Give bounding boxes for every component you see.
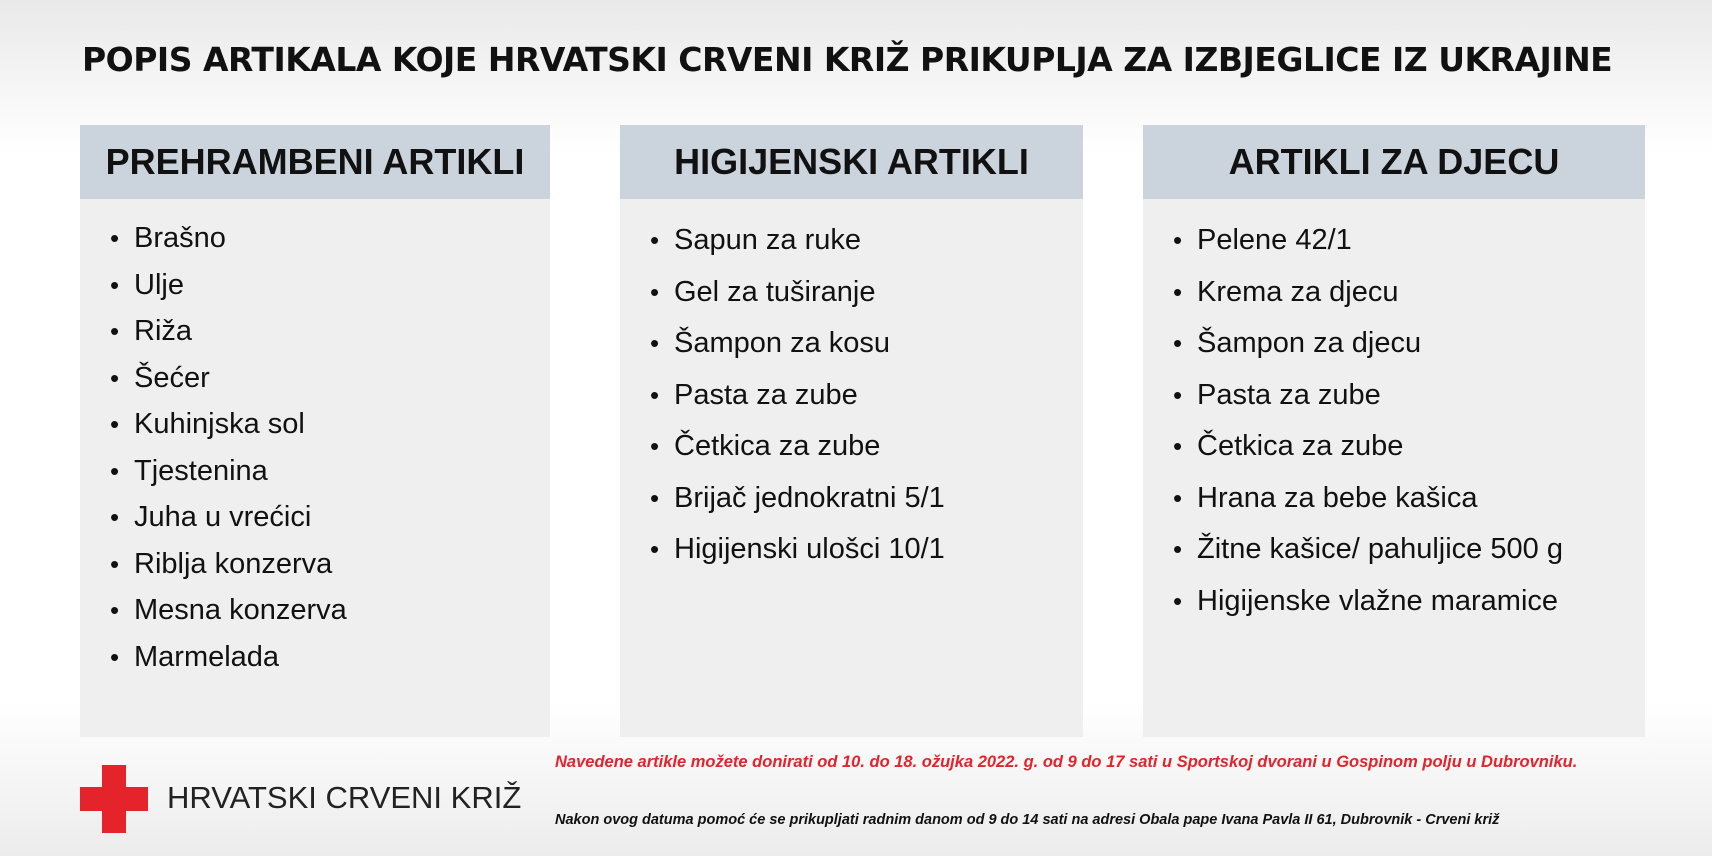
list-item: • Marmelada [80,634,550,681]
list-item: • Kuhinjska sol [80,401,550,448]
column-hygiene [620,125,1083,737]
list-item: • Tjestenina [80,448,550,495]
list-item: • Brijač jednokratni 5/1 [620,473,1083,525]
item-list [620,199,1083,576]
column-heading: ARTIKLI ZA DJECU [1143,125,1645,199]
item-list [1143,199,1645,627]
list-item: • Pelene 42/1 [1143,215,1645,267]
list-item: • Riblja konzerva [80,541,550,588]
list-item: • Riža [80,308,550,355]
list-item: • Sapun za ruke [620,215,1083,267]
list-item: • Higijenski ulošci 10/1 [620,524,1083,576]
list-item: • Šećer [80,355,550,402]
list-item: • Brašno [80,215,550,262]
list-item: • Pasta za zube [620,370,1083,422]
list-item: • Krema za djecu [1143,267,1645,319]
list-item: • Pasta za zube [1143,370,1645,422]
list-item: • Hrana za bebe kašica [1143,473,1645,525]
list-item: • Žitne kašice/ pahuljice 500 g [1143,524,1645,576]
column-heading: PREHRAMBENI ARTIKLI [80,125,550,199]
collection-notice: Nakon ovog datuma pomoć će se prikupljati radnim danom od 9 do 14 sati na adresi Obala pape Ivana Pavla II 61, Dubrovnik - Crveni križ [555,812,1500,828]
list-item: • Mesna konzerva [80,587,550,634]
list-item: • Četkica za zube [1143,421,1645,473]
column-children [1143,125,1645,737]
column-food [80,125,550,737]
list-item: • Četkica za zube [620,421,1083,473]
red-cross-icon [80,765,148,833]
list-item: • Šampon za kosu [620,318,1083,370]
organization-name: HRVATSKI CRVENI KRIŽ [167,780,522,815]
donation-notice: Navedene artikle možete donirati od 10. do 18. ožujka 2022. g. od 9 do 17 sati u Sportskoj dvorani u Gospinom polju u Dubrovniku. [555,753,1578,771]
list-item: • Higijenske vlažne maramice [1143,576,1645,628]
page-title: POPIS ARTIKALA KOJE HRVATSKI CRVENI KRIŽ PRIKUPLJA ZA IZBJEGLICE IZ UKRAJINE [82,40,1613,79]
list-item: • Ulje [80,262,550,309]
list-item: • Juha u vrećici [80,494,550,541]
item-list [80,199,550,680]
column-heading: HIGIJENSKI ARTIKLI [620,125,1083,199]
list-item: • Gel za tuširanje [620,267,1083,319]
list-item: • Šampon za djecu [1143,318,1645,370]
